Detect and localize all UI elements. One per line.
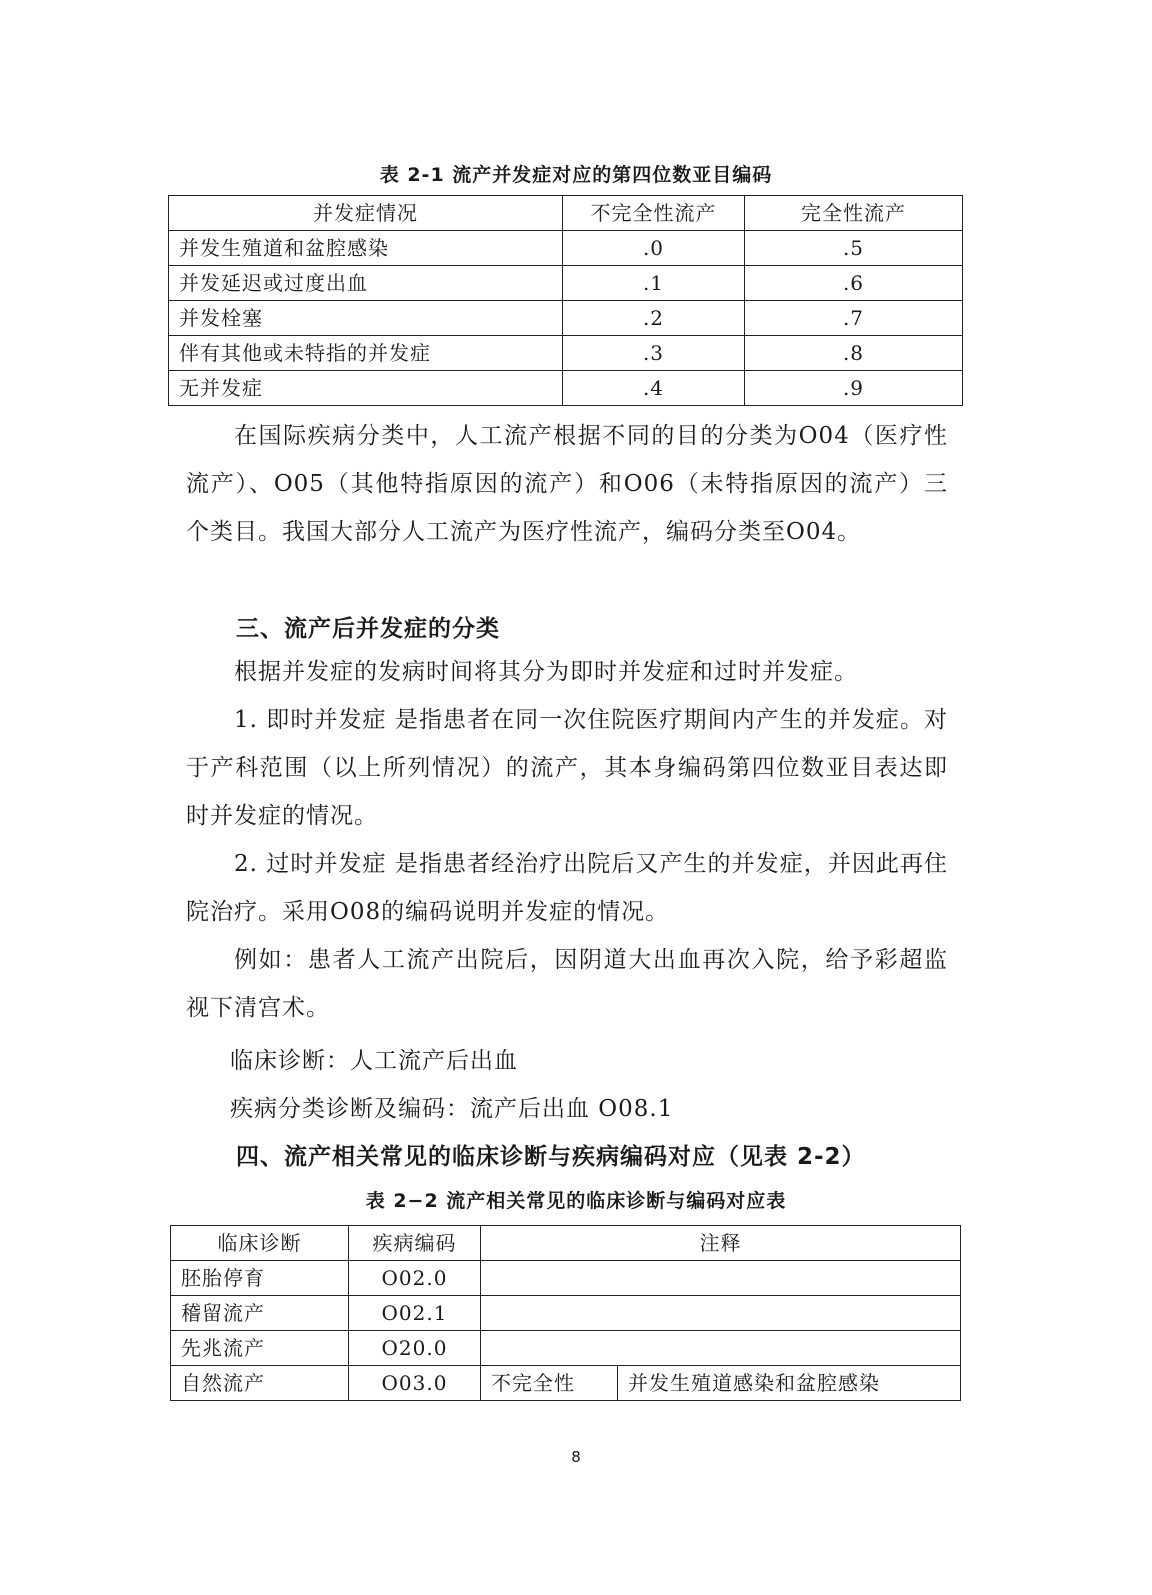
table1-cell-condition: 并发生殖道和盆腔感染 xyxy=(169,231,563,266)
table2-header-cell: 疾病编码 xyxy=(349,1226,481,1261)
table2-cell-code: O02.0 xyxy=(349,1261,481,1296)
paragraph-example: 例如：患者人工流产出院后，因阴道大出血再次入院，给予彩超监视下清宫术。 xyxy=(186,947,948,1021)
table-row xyxy=(171,1366,961,1401)
table1-header-row xyxy=(169,196,963,231)
table1-cell-incomplete: .4 xyxy=(563,371,745,406)
table-row xyxy=(171,1331,961,1366)
section-heading-4: 四、流产相关常见的临床诊断与疾病编码对应（见表 2-2） xyxy=(236,1144,866,1170)
paragraph-complication-timing: 根据并发症的发病时间将其分为即时并发症和过时并发症。 xyxy=(234,659,858,685)
table1-cell-incomplete: .2 xyxy=(563,301,745,336)
clinical-diagnosis-line: 临床诊断：人工流产后出血 xyxy=(230,1048,518,1074)
table2-cell-diagnosis: 先兆流产 xyxy=(171,1331,349,1366)
table2-cell-note xyxy=(481,1331,961,1366)
table2-header-cell: 临床诊断 xyxy=(171,1226,349,1261)
table2-cell-note-type: 不完全性 xyxy=(481,1366,618,1401)
table1-cell-incomplete: .0 xyxy=(563,231,745,266)
table1-header-cell: 并发症情况 xyxy=(169,196,563,231)
table1-caption: 表 2-1 流产并发症对应的第四位数亚目编码 xyxy=(379,164,773,186)
table1-cell-complete: .7 xyxy=(745,301,963,336)
table-row xyxy=(171,1296,961,1331)
table2-cell-note-detail: 并发生殖道感染和盆腔感染 xyxy=(618,1366,961,1401)
table2-cell-note xyxy=(481,1296,961,1331)
table2-cell-diagnosis: 自然流产 xyxy=(171,1366,349,1401)
table-row xyxy=(169,231,963,266)
table1-cell-incomplete: .1 xyxy=(563,266,745,301)
table-row xyxy=(171,1261,961,1296)
table-row xyxy=(169,301,963,336)
paragraph-immediate-complication: 1. 即时并发症 是指患者在同一次住院医疗期间内产生的并发症。对于产科范围（以上所列情况）的流产，其本身编码第四位数亚目表达即时并发症的情况。 xyxy=(186,707,948,829)
table1-header-cell: 完全性流产 xyxy=(745,196,963,231)
table-row xyxy=(169,266,963,301)
coding-line: 疾病分类诊断及编码：流产后出血 O08.1 xyxy=(230,1096,674,1122)
paragraph-icd-classification: 在国际疾病分类中，人工流产根据不同的目的分类为O04（医疗性流产）、O05（其他特指原因的流产）和O06（未特指原因的流产）三个类目。我国大部分人工流产为医疗性流产，编码分类至O04。 xyxy=(186,423,948,545)
table2-header-cell: 注释 xyxy=(481,1226,961,1261)
table-row xyxy=(169,336,963,371)
table2-cell-code: O02.1 xyxy=(349,1296,481,1331)
table1-cell-complete: .5 xyxy=(745,231,963,266)
section-heading-3: 三、流产后并发症的分类 xyxy=(236,616,500,642)
table1-cell-condition: 并发延迟或过度出血 xyxy=(169,266,563,301)
table2-cell-diagnosis: 稽留流产 xyxy=(171,1296,349,1331)
table2-header-row xyxy=(171,1226,961,1261)
table1-cell-complete: .6 xyxy=(745,266,963,301)
page-number: 8 xyxy=(571,1448,581,1466)
table1-cell-complete: .8 xyxy=(745,336,963,371)
table1-cell-condition: 伴有其他或未特指的并发症 xyxy=(169,336,563,371)
table2-cell-code: O03.0 xyxy=(349,1366,481,1401)
table2-cell-code: O20.0 xyxy=(349,1331,481,1366)
table2 xyxy=(170,1225,961,1401)
table2-caption: 表 2−2 流产相关常见的临床诊断与编码对应表 xyxy=(365,1190,787,1212)
table1-header-cell: 不完全性流产 xyxy=(563,196,745,231)
table1-cell-complete: .9 xyxy=(745,371,963,406)
table-row xyxy=(169,371,963,406)
table1 xyxy=(168,195,963,406)
table1-cell-condition: 无并发症 xyxy=(169,371,563,406)
table1-cell-incomplete: .3 xyxy=(563,336,745,371)
table1-cell-condition: 并发栓塞 xyxy=(169,301,563,336)
paragraph-delayed-complication: 2. 过时并发症 是指患者经治疗出院后又产生的并发症，并因此再住院治疗。采用O08的编码说明并发症的情况。 xyxy=(186,851,948,925)
table2-cell-note xyxy=(481,1261,961,1296)
table2-cell-diagnosis: 胚胎停育 xyxy=(171,1261,349,1296)
